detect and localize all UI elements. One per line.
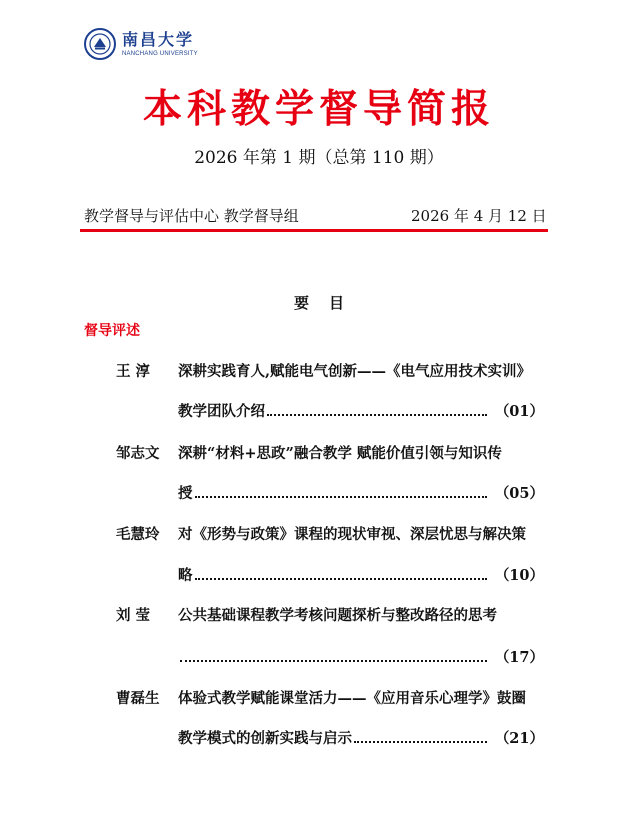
- university-logo: [84, 28, 198, 60]
- dot-leader: [354, 740, 487, 743]
- dot-leader: [195, 577, 487, 580]
- toc-entry-continuation[interactable]: [178, 564, 544, 585]
- header-divider: [80, 229, 548, 232]
- toc-entry-page: （10）: [494, 567, 544, 584]
- toc-entry-title[interactable]: 体验式教学赋能课堂活力——《应用音乐心理学》鼓圈: [178, 690, 526, 707]
- university-name-en: NANCHANG UNIVERSITY: [122, 50, 198, 57]
- toc-entry-continuation[interactable]: [178, 646, 544, 667]
- toc-entry-title-cont: 教学模式的创新实践与启示: [178, 730, 352, 747]
- issue-number: 2026 年第 1 期（总第 110 期）: [194, 148, 444, 168]
- toc-entry-author: 曹磊生: [116, 690, 160, 707]
- toc-entry-author: 毛慧玲: [116, 526, 160, 543]
- publisher: 教学督导与评估中心 教学督导组: [84, 207, 299, 225]
- university-name-cn: 南昌大学: [122, 29, 195, 49]
- toc-entry-page: （01）: [494, 403, 544, 420]
- toc-entry-page: （17）: [494, 649, 544, 666]
- toc-entry-title[interactable]: 对《形势与政策》课程的现状审视、深层忧思与解决策: [178, 526, 526, 543]
- toc-entry-continuation[interactable]: [178, 482, 544, 503]
- toc-entry-title-cont: 略: [178, 567, 193, 584]
- dot-leader: [180, 659, 487, 662]
- toc-entry-author: 王 淳: [116, 363, 151, 380]
- toc-entry-title-cont: 教学团队介绍: [178, 403, 265, 420]
- publication-date: 2026 年 4 月 12 日: [411, 207, 547, 225]
- dot-leader: [195, 495, 487, 498]
- dot-leader: [267, 413, 487, 416]
- toc-entry-page: （21）: [494, 730, 544, 747]
- toc-entry-continuation[interactable]: [178, 400, 544, 421]
- toc-heading: 要目: [293, 294, 364, 312]
- toc-entry-title[interactable]: 深耕“材料+思政”融合教学 赋能价值引领与知识传: [178, 445, 502, 462]
- toc-entry-continuation[interactable]: [178, 727, 544, 748]
- toc-entry-author: 刘 莹: [116, 607, 151, 624]
- toc-entry-page: （05）: [494, 485, 544, 502]
- toc-entry-title[interactable]: 公共基础课程教学考核问题探析与整改路径的思考: [178, 607, 497, 624]
- toc-entry-author: 邹志文: [116, 445, 160, 462]
- university-seal-icon: [84, 28, 116, 60]
- toc-entry-title[interactable]: 深耕实践育人,赋能电气创新——《电气应用技术实训》: [178, 363, 532, 380]
- masthead-title: 本科教学督导简报: [142, 86, 495, 132]
- toc-entry-title-cont: 授: [178, 485, 193, 502]
- toc-category: 督导评述: [84, 323, 140, 339]
